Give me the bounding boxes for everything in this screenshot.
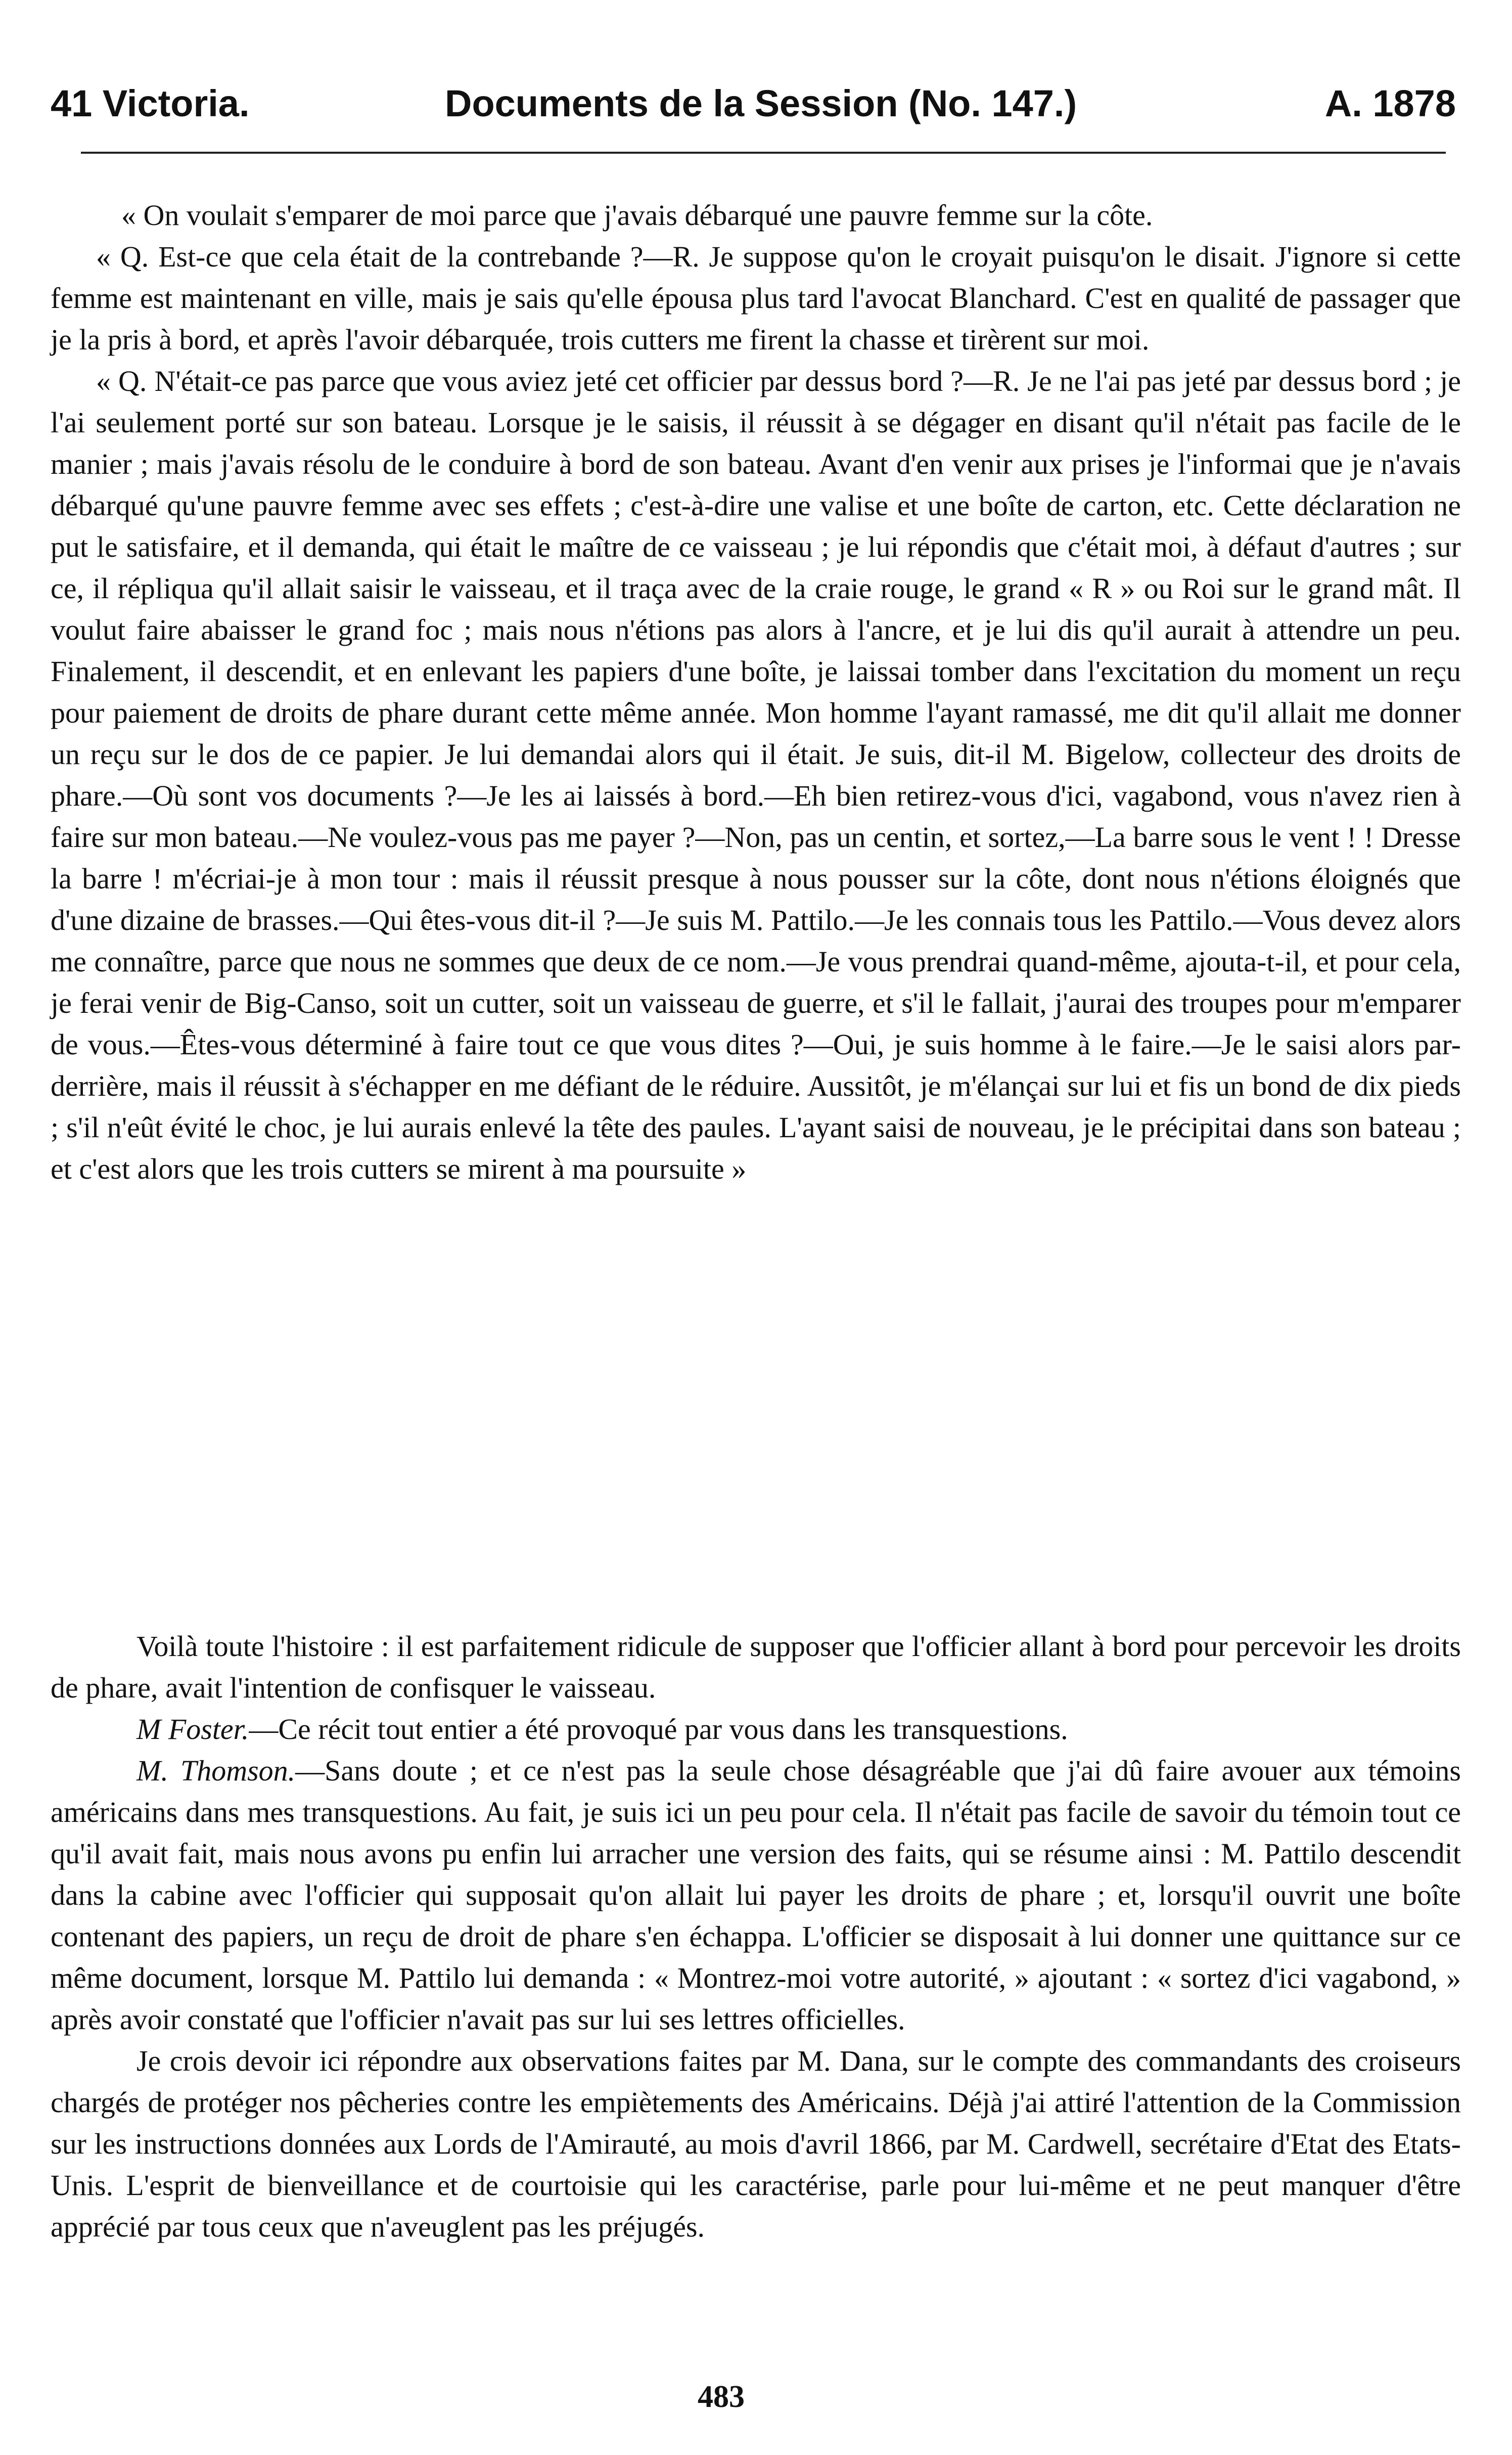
quote-paragraph: « Q. Est-ce que cela était de la contrebande ?—R. Je suppose qu'on le croyait puisqu'on le disait. J'ignore si cette femme est maintenant en ville, mais je sais qu'elle épousa plus tard l'avocat Blanchard. C'est en qualité de passager que je la pris à bord, et après l'avoir débarquée, trois cutters me firent la chasse et tirèrent sur moi.	[51, 240, 1461, 356]
speaker-paragraph-foster	[51, 1709, 1461, 1750]
page-number: 483	[698, 2380, 745, 2414]
speaker-text: —Ce récit tout entier a été provoqué par vous dans les transquestions.	[249, 1713, 1068, 1746]
quote-paragraph: « Q. N'était-ce pas parce que vous aviez jeté cet officier par dessus bord ?—R. Je ne l'ai pas jeté par dessus bord ; je l'ai seulement porté sur son bateau. Lorsque je le saisis, il réussit à se dégager en disant qu'il n'était pas facile de le manier ; mais j'avais résolu de le conduire à bord de son bateau. Avant d'en venir aux prises je l'informai que je n'avais débarqué qu'une pauvre femme avec ses effets ; c'est-à-dire une valise et une boîte de carton, etc. Cette déclaration ne put le satisfaire, et il demanda, qui était le maître de ce vaisseau ; je lui répondis que c'était moi, à défaut d'autres ; sur ce, il répliqua qu'il allait saisir le vaisseau, et il traça avec de la craie rouge, le grand « R » ou Roi sur le grand mât. Il voulut faire abaisser le grand foc ; mais nous n'étions pas alors à l'ancre, et je lui dis qu'il aurait à attendre un peu. Finalement, il descendit, et en enlevant les papiers d'une boîte, je laissai tomber dans l'excitation du moment un reçu pour paiement de droits de phare durant cette même année. Mon homme l'ayant ramassé, me dit qu'il allait me donner un reçu sur le dos de ce papier. Je lui demandai alors qui il était. Je suis, dit-il M. Bigelow, collecteur des droits de phare.—Où sont vos documents ?—Je les ai laissés à bord.—Eh bien retirez-vous d'ici, vagabond, vous n'avez rien à faire sur mon bateau.—Ne voulez-vous pas me payer ?—Non, pas un centin, et sortez,—La barre sous le vent ! ! Dresse la barre ! m'écriai-je à mon tour : mais il réussit presque à nous pousser sur la côte, dont nous n'étions éloignés que d'une dizaine de brasses.—Qui êtes-vous dit-il ?—Je suis M. Pattilo.—Je les connais tous les Pattilo.—Vous devez alors me connaître, parce que nous ne sommes que deux de ce nom.—Je vous prendrai quand-même, ajouta-t-il, et pour cela, je ferai venir de Big-Canso, soit un cutter, soit un vaisseau de guerre, et s'il le fallait, j'aurai des troupes pour m'emparer de vous.—Êtes-vous déterminé à faire tout ce que vous dites ?—Oui, je suis homme à le faire.—Je le saisi alors par-derrière, mais il réussit à s'échapper en me défiant de le réduire. Aussitôt, je m'élançai sur lui et fis un bond de dix pieds ; s'il n'eût évité le choc, je lui aurais enlevé la tête des paules. L'ayant saisi de nouveau, je le précipitai dans son bateau ; et c'est alors que les trois cutters se mirent à ma poursuite »	[51, 365, 1461, 1185]
header-volume: 41 Victoria.	[51, 82, 250, 124]
running-header	[51, 76, 1466, 142]
header-year: A. 1878	[1324, 82, 1456, 124]
speaker-paragraph-thomson	[51, 1750, 1461, 2040]
speaker-name: M. Thomson.	[136, 1754, 296, 1787]
quote-paragraph: « On voulait s'emparer de moi parce que j'avais débarqué une pauvre femme sur la côte.	[121, 199, 1153, 232]
speaker-name: M Foster.	[136, 1713, 249, 1746]
body-text	[51, 1626, 1461, 2248]
header-rule	[81, 152, 1446, 154]
header-title: Documents de la Session (No. 147.)	[445, 82, 1077, 124]
body-paragraph: Je crois devoir ici répondre aux observations faites par M. Dana, sur le compte des commandants des croiseurs chargés de protéger nos pêcheries contre les empiètements des Américains. Déjà j'ai attiré l'attention de la Commission sur les instructions données aux Lords de l'Amirauté, au mois d'avril 1866, par M. Cardwell, secrétaire d'Etat des Etats-Unis. L'esprit de bienveillance et de courtoisie qui les caractérise, parle pour lui-même et ne peut manquer d'être apprécié par tous ceux que n'aveuglent pas les préjugés.	[51, 2044, 1461, 2243]
speaker-text: —Sans doute ; et ce n'est pas la seule chose désagréable que j'ai dû faire avouer aux témoins américains dans mes transquestions. Au fait, je suis ici un peu pour cela. Il n'était pas facile de savoir du témoin tout ce qu'il avait fait, mais nous avons pu enfin lui arracher une version des faits, qui se résume ainsi : M. Pattilo descendit dans la cabine avec l'officier qui supposait qu'on allait lui payer les droits de phare ; et, lorsqu'il ouvrit une boîte contenant des papiers, un reçu de droit de phare s'en échappa. L'officier se disposait à lui donner une quittance sur ce même document, lorsque M. Pattilo lui demanda : « Montrez-moi votre autorité, » ajoutant : « sortez d'ici vagabond, » après avoir constaté que l'officier n'avait pas sur lui ses lettres officielles.	[51, 1754, 1461, 2036]
body-paragraph: Voilà toute l'histoire : il est parfaitement ridicule de supposer que l'officier allant à bord pour percevoir les droits de phare, avait l'intention de confisquer le vaisseau.	[51, 1630, 1461, 1704]
quoted-testimony	[51, 195, 1461, 1190]
